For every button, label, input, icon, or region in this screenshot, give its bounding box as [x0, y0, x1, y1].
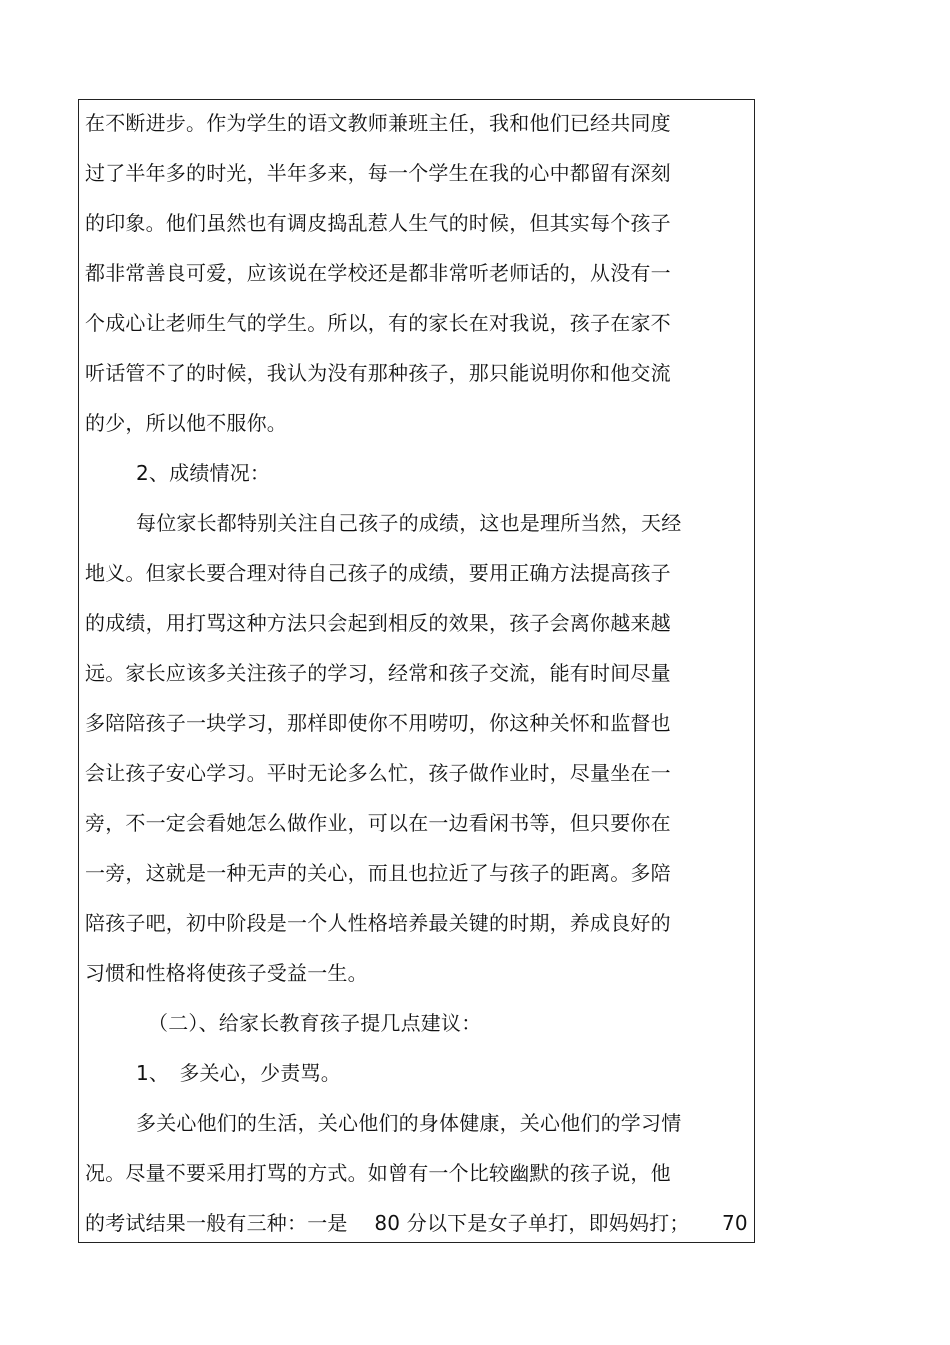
section-heading: （二）、给家长教育孩子提几点建议：	[148, 1011, 482, 1035]
text-line: 的成绩，用打骂这种方法只会起到相反的效果，孩子会离你越来越	[85, 611, 671, 635]
text-line: 况。尽量不要采用打骂的方式。如曾有一个比较幽默的孩子说，他	[85, 1161, 671, 1185]
text-line: 个成心让老师生气的学生。所以，有的家长在对我说，孩子在家不	[85, 311, 671, 335]
text-line: 听话管不了的时候，我认为没有那种孩子，那只能说明你和他交流	[85, 361, 671, 385]
text-line: 多陪陪孩子一块学习，那样即使你不用唠叨，你这种关怀和监督也	[85, 711, 671, 735]
text-line: 一旁，这就是一种无声的关心，而且也拉近了与孩子的距离。多陪	[85, 861, 671, 885]
text-line: 会让孩子安心学习。平时无论多么忙，孩子做作业时，尽量坐在一	[85, 761, 671, 785]
text-line: 旁，不一定会看她怎么做作业，可以在一边看闲书等，但只要你在	[85, 811, 671, 835]
text-line: 的印象。他们虽然也有调皮捣乱惹人生气的时候，但其实每个孩子	[85, 211, 671, 235]
text-line: 陪孩子吧，初中阶段是一个人性格培养最关键的时期，养成良好的	[85, 911, 671, 935]
section-heading: 2、成绩情况：	[136, 461, 271, 485]
text-line: 远。家长应该多关注孩子的学习，经常和孩子交流，能有时间尽量	[85, 661, 671, 685]
list-item-heading: 1、 多关心，少责骂。	[136, 1061, 341, 1085]
text-line: 多关心他们的生活，关心他们的身体健康，关心他们的学习情	[136, 1111, 682, 1135]
text-line: 地义。但家长要合理对待自己孩子的成绩，要用正确方法提高孩子	[85, 561, 671, 585]
text-line: 的少，所以他不服你。	[85, 411, 287, 435]
text-line: 过了半年多的时光，半年多来，每一个学生在我的心中都留有深刻	[85, 161, 671, 185]
text-line: 在不断进步。作为学生的语文教师兼班主任，我和他们已经共同度	[85, 111, 671, 135]
text-line: 习惯和性格将使孩子受益一生。	[85, 961, 368, 985]
text-line: 都非常善良可爱，应该说在学校还是都非常听老师话的，从没有一	[85, 261, 671, 285]
text-line: 的考试结果一般有三种：一是 80 分以下是女子单打，即妈妈打；	[85, 1211, 690, 1235]
page-number: 70	[722, 1211, 748, 1235]
text-line: 每位家长都特别关注自己孩子的成绩，这也是理所当然，天经	[136, 511, 682, 535]
